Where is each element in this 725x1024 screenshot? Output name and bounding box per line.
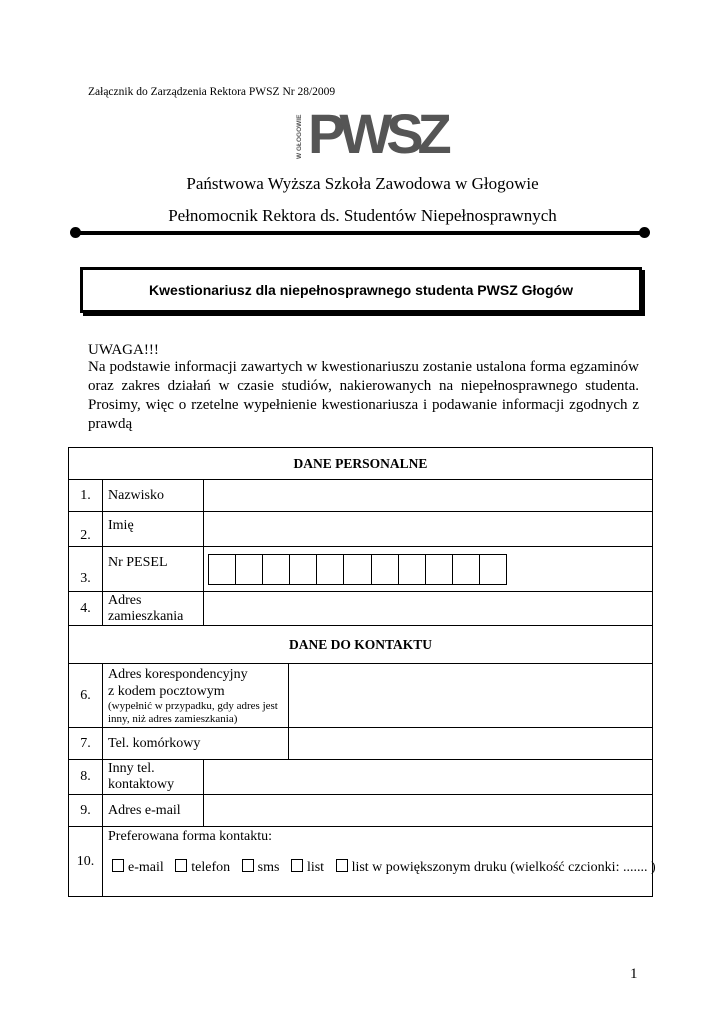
correspondence-note: (wypełnić w przypadku, gdy adres jest inny, niż adres zamieszkania) xyxy=(108,699,278,725)
checkbox-phone[interactable] xyxy=(175,859,187,872)
header-rule xyxy=(75,231,645,235)
pesel-digit-box[interactable] xyxy=(372,555,399,584)
row-number: 7. xyxy=(69,728,103,760)
contact-preference-label: Preferowana forma kontaktu: xyxy=(108,829,273,844)
questionnaire-table xyxy=(68,447,656,897)
institution-name: Państwowa Wyższa Szkoła Zawodowa w Głogowie xyxy=(186,174,539,193)
other-phone-label: Inny tel. kontaktowy xyxy=(103,760,204,795)
option-letter: list xyxy=(306,860,325,875)
checkbox-letter[interactable] xyxy=(291,859,303,872)
contact-options xyxy=(108,859,656,876)
pesel-label: Nr PESEL xyxy=(103,547,204,592)
rule-dot-right xyxy=(639,227,650,238)
mobile-field[interactable] xyxy=(289,728,653,760)
row-number: 1. xyxy=(69,480,103,512)
pesel-digit-box[interactable] xyxy=(480,555,506,584)
row-number: 10. xyxy=(69,827,103,897)
form-title-box xyxy=(80,267,642,313)
logo-side-text: W GŁOGOWIE xyxy=(296,114,303,160)
correspondence-label-line2: z kodem pocztowym xyxy=(108,683,225,699)
email-field[interactable] xyxy=(204,795,653,827)
checkbox-email[interactable] xyxy=(112,859,124,872)
pesel-digit-box[interactable] xyxy=(290,555,317,584)
pesel-digit-box[interactable] xyxy=(236,555,263,584)
surname-label: Nazwisko xyxy=(103,480,204,512)
pwsz-logo xyxy=(296,102,446,165)
correspondence-address-label xyxy=(103,664,289,728)
row-number: 6. xyxy=(69,664,103,728)
row-number: 3. xyxy=(69,547,103,592)
logo-text: PWSZ xyxy=(308,102,446,165)
correspondence-address-field[interactable] xyxy=(289,664,653,728)
pesel-digit-box[interactable] xyxy=(317,555,344,584)
pesel-boxes xyxy=(208,554,507,585)
pesel-digit-box[interactable] xyxy=(399,555,426,584)
address-field[interactable] xyxy=(204,592,653,626)
pesel-digit-box[interactable] xyxy=(344,555,371,584)
section-contact: DANE DO KONTAKTU xyxy=(69,626,653,664)
section-personal: DANE PERSONALNE xyxy=(69,448,653,480)
option-email: e-mail xyxy=(128,860,164,875)
checkbox-large-print[interactable] xyxy=(336,859,348,872)
other-phone-field[interactable] xyxy=(204,760,653,795)
row-number: 2. xyxy=(69,512,103,547)
notice-text: Na podstawie informacji zawartych w kwestionariuszu zostanie ustalona forma egzaminów oraz zakres działań w czasie studiów, nakierowanych na niepełnosprawnego studenta. Prosimy, więc o rzetelne wypełnienie kwestionariusza i podawanie informacji zgodnych z prawdą xyxy=(88,359,639,432)
attachment-note: Załącznik do Zarządzenia Rektora PWSZ Nr 28/2009 xyxy=(88,86,336,98)
mobile-label: Tel. komórkowy xyxy=(103,728,289,760)
pesel-cell xyxy=(204,547,653,592)
pesel-digit-box[interactable] xyxy=(263,555,290,584)
correspondence-label-line1: Adres korespondencyjny xyxy=(108,666,248,682)
option-sms: sms xyxy=(257,860,280,875)
first-name-field[interactable] xyxy=(204,512,653,547)
row-number: 8. xyxy=(69,760,103,795)
contact-preference-cell xyxy=(103,827,656,897)
first-name-label: Imię xyxy=(103,512,204,547)
page-number: 1 xyxy=(630,966,638,982)
address-label: Adres zamieszkania xyxy=(103,592,204,626)
email-label: Adres e-mail xyxy=(103,795,204,827)
pesel-digit-box[interactable] xyxy=(426,555,453,584)
surname-field[interactable] xyxy=(204,480,653,512)
row-number: 9. xyxy=(69,795,103,827)
office-name: Pełnomocnik Rektora ds. Studentów Niepełnosprawnych xyxy=(168,206,557,225)
pesel-digit-box[interactable] xyxy=(209,555,236,584)
pesel-digit-box[interactable] xyxy=(453,555,480,584)
form-title: Kwestionariusz dla niepełnosprawnego studenta PWSZ Głogów xyxy=(149,282,573,298)
option-large-print: list w powiększonym druku (wielkość czcionki: ....... ) xyxy=(351,860,656,875)
notice-heading: UWAGA!!! xyxy=(88,342,159,358)
row-number: 4. xyxy=(69,592,103,626)
checkbox-sms[interactable] xyxy=(242,859,254,872)
option-phone: telefon xyxy=(191,860,231,875)
